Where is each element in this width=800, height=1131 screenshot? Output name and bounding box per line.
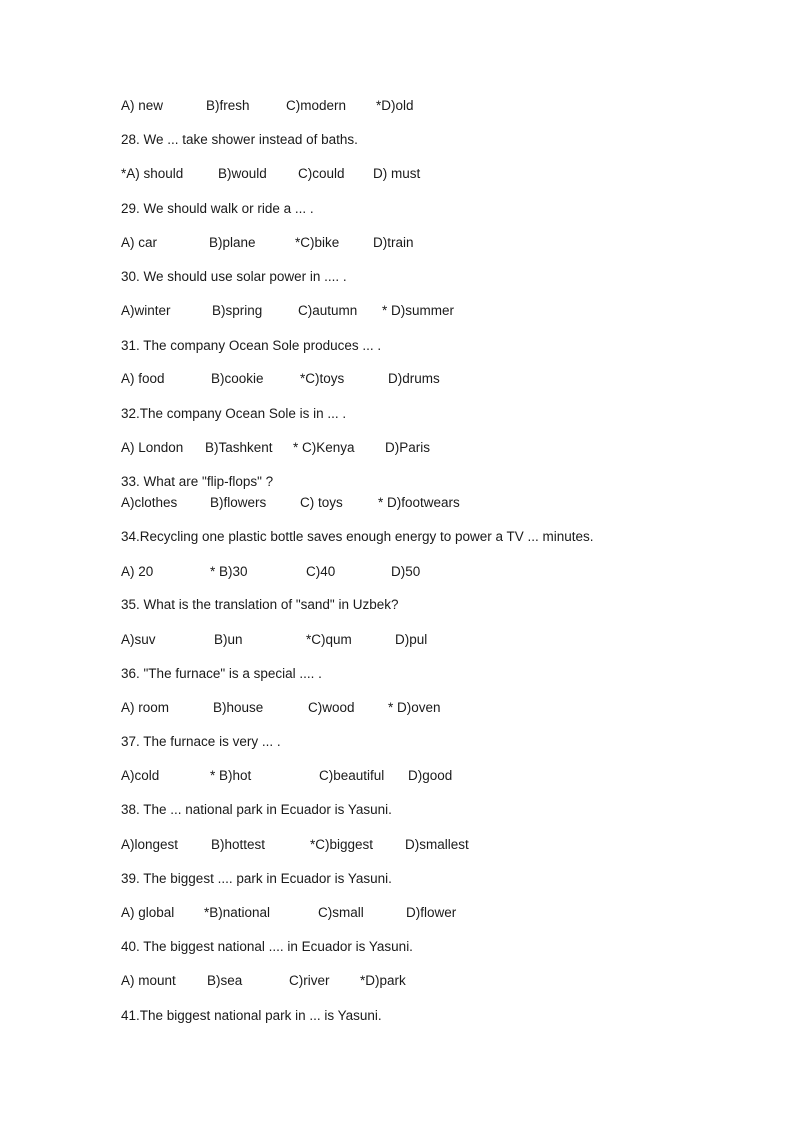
option-c: C)beautiful <box>319 768 385 783</box>
option-a: A) London <box>121 440 184 455</box>
question-text: 41.The biggest national park in ... is Yasuni. <box>121 1008 382 1023</box>
option-d: * D)summer <box>382 303 455 318</box>
option-a: A) global <box>121 905 175 920</box>
option-b: B)spring <box>212 303 263 318</box>
question-text: 34.Recycling one plastic bottle saves enough energy to power a TV ... minutes. <box>121 529 594 544</box>
option-d: *D)old <box>376 98 414 113</box>
option-a: A) mount <box>121 973 176 988</box>
option-c: C)small <box>318 905 364 920</box>
option-a: A) room <box>121 700 170 715</box>
question-text: 36. "The furnace" is a special .... . <box>121 666 322 681</box>
option-d: * D)footwears <box>378 495 460 510</box>
option-b: B)flowers <box>210 495 267 510</box>
option-b: B)fresh <box>206 98 250 113</box>
option-d: D) must <box>373 166 421 181</box>
option-b: *B)national <box>204 905 271 920</box>
option-d: D)50 <box>391 564 421 579</box>
option-a: A)suv <box>121 632 156 647</box>
question-text: 33. What are "flip-flops" ? <box>121 474 274 489</box>
option-a: A) new <box>121 98 164 113</box>
option-a: A)longest <box>121 837 179 852</box>
option-c: C)autumn <box>298 303 358 318</box>
question-text: 39. The biggest .... park in Ecuador is Yasuni. <box>121 871 392 886</box>
option-d: D)good <box>408 768 453 783</box>
question-text: 32.The company Ocean Sole is in ... . <box>121 406 347 421</box>
option-c: C)could <box>298 166 345 181</box>
question-text: 29. We should walk or ride a ... . <box>121 201 314 216</box>
question-text: 30. We should use solar power in .... . <box>121 269 347 284</box>
option-b: * B)hot <box>210 768 252 783</box>
option-c: *C)biggest <box>310 837 374 852</box>
option-d: D)flower <box>406 905 457 920</box>
option-c: * C)Kenya <box>293 440 355 455</box>
option-c: C)modern <box>286 98 347 113</box>
option-c: C) toys <box>300 495 343 510</box>
option-c: *C)toys <box>300 371 345 386</box>
option-d: D)train <box>373 235 414 250</box>
question-text: 28. We ... take shower instead of baths. <box>121 132 358 147</box>
option-c: C)river <box>289 973 330 988</box>
option-b: B)would <box>218 166 267 181</box>
option-a: A) 20 <box>121 564 154 579</box>
option-a: A)clothes <box>121 495 178 510</box>
option-c: C)40 <box>306 564 336 579</box>
question-text: 37. The furnace is very ... . <box>121 734 281 749</box>
option-a: A)cold <box>121 768 160 783</box>
option-d: D)pul <box>395 632 428 647</box>
option-d: D)Paris <box>385 440 431 455</box>
option-b: B)un <box>214 632 243 647</box>
option-d: D)drums <box>388 371 440 386</box>
option-d: * D)oven <box>388 700 441 715</box>
option-b: B)cookie <box>211 371 264 386</box>
option-c: *C)bike <box>295 235 340 250</box>
option-b: B)hottest <box>211 837 266 852</box>
question-text: 40. The biggest national .... in Ecuador is Yasuni. <box>121 939 413 954</box>
question-text: 38. The ... national park in Ecuador is Yasuni. <box>121 802 392 817</box>
option-b: * B)30 <box>210 564 248 579</box>
option-c: C)wood <box>308 700 355 715</box>
option-b: B)sea <box>207 973 243 988</box>
option-d: *D)park <box>360 973 406 988</box>
option-b: B)Tashkent <box>205 440 273 455</box>
option-a: A)winter <box>121 303 171 318</box>
question-text: 31. The company Ocean Sole produces ... . <box>121 338 382 353</box>
option-a: A) food <box>121 371 165 386</box>
question-text: 35. What is the translation of "sand" in Uzbek? <box>121 597 399 612</box>
option-b: B)house <box>213 700 264 715</box>
option-a: *A) should <box>121 166 184 181</box>
option-a: A) car <box>121 235 158 250</box>
option-c: *C)qum <box>306 632 352 647</box>
option-d: D)smallest <box>405 837 469 852</box>
option-b: B)plane <box>209 235 256 250</box>
